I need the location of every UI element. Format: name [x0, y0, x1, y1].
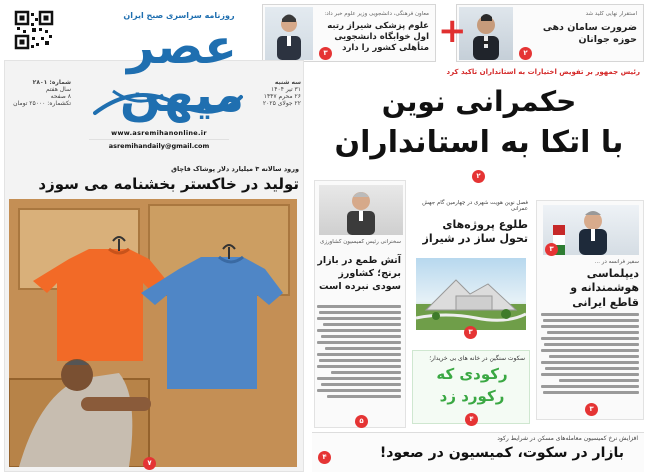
qr-code[interactable] — [14, 10, 54, 50]
issue-date-hijri: ۲۶ محرم ۱۴۴۷ — [263, 93, 301, 100]
bottom-kicker: افزایش نرخ کمیسیون معامله‌های مسکن در شرایط رکود — [497, 435, 638, 442]
diplomacy-title: دیپلماسی هوشمندانه و قاطع ایرانی — [570, 267, 639, 309]
urban-kicker: فصل نوین هویت شهری در چهارمین گام جهش عمرانی — [422, 200, 528, 212]
main-story-kicker: رئیس جمهور بر تفویض اختیارات به استانداران تاکید کرد — [446, 68, 640, 76]
main-story-headline-2: با اتکا به استانداران — [334, 125, 624, 160]
teaser-university-title: علوم پزشکی شیراز رتبه اول خوابگاه دانشجویی متأهلی کشور را دارد — [327, 21, 429, 54]
teaser-university-badge: ۳ — [319, 47, 332, 60]
rice-kicker: سخنرانی رئیس کمیسیون کشاورزی — [320, 239, 401, 245]
housing-title-2: رکورد زد — [439, 387, 505, 405]
logo-swirl-icon — [93, 83, 243, 121]
issue-date-gregorian: ۲۲ جولای ۲۰۲۵ — [262, 100, 301, 107]
main-story-headline-1: حکمرانی نوین — [381, 85, 577, 118]
diplomacy-photo-badge: ۳ — [545, 243, 558, 256]
logo[interactable]: عصر میهن — [119, 19, 245, 123]
urban-title: طلوع پروژه‌های تحول ساز در شیراز — [422, 218, 528, 246]
bottom-badge: ۴ — [318, 451, 331, 464]
issue-number: شماره: ۲۸۰۱ — [32, 79, 71, 86]
rice-badge: ۵ — [355, 415, 368, 428]
issue-year: سال هفتم — [45, 86, 71, 93]
issue-price: تکشماره: ۲۵۰۰۰ تومان — [13, 100, 71, 107]
housing-story[interactable] — [412, 350, 530, 424]
housing-badge: ۴ — [465, 413, 478, 426]
issue-date-fa: ۳۱ تیر ۱۴۰۴ — [271, 86, 301, 93]
left-story[interactable] — [7, 161, 301, 469]
diplomacy-story[interactable] — [536, 200, 644, 420]
teaser-youth[interactable] — [456, 4, 644, 62]
left-story-headline: تولید در خاکستر بخشنامه می سوزد — [38, 175, 299, 193]
teaser-university-over: معاون فرهنگی، دانشجویی وزیر علوم خبر داد: — [324, 11, 429, 17]
rice-body — [317, 305, 401, 401]
urban-photo — [416, 258, 526, 330]
bottom-story[interactable] — [312, 432, 644, 472]
teaser-youth-badge: ۲ — [519, 47, 532, 60]
website-line[interactable]: www.asremihanonline.ir — [111, 129, 207, 137]
urban-badge: ۳ — [464, 326, 477, 339]
rice-photo — [319, 185, 403, 235]
left-story-badge: ۷ — [143, 457, 156, 470]
teaser-youth-title: ضرورت سامان دهی حوزه جوانان — [542, 22, 637, 46]
bottom-title: بازار در سکوت، کمیسیون در صعود! — [379, 445, 624, 461]
main-story-badge: ۲ — [472, 170, 485, 183]
issue-pages: ۸ صفحه — [50, 93, 71, 100]
urban-story[interactable] — [412, 198, 530, 338]
issue-day: سه شنبه — [274, 79, 301, 86]
left-column — [4, 11, 304, 472]
rice-title: آتش طمع در بازار برنج؛ کشاورز سودی نبرده است — [317, 255, 401, 292]
teaser-youth-photo — [459, 7, 513, 60]
diplomacy-badge: ۳ — [585, 403, 598, 416]
housing-title-1: رکودی که — [436, 365, 508, 383]
divider — [89, 139, 229, 140]
plus-sign-icon: + — [438, 11, 467, 51]
logo-tagline: روزنامه سراسری صبح ایران — [123, 11, 235, 20]
diplomacy-body — [541, 313, 639, 397]
main-story[interactable] — [314, 66, 644, 180]
left-story-photo — [9, 199, 297, 467]
left-story-kicker: ورود سالانه ۳ میلیارد دلار پوشاک قاچاق — [171, 165, 299, 173]
issue-dates — [237, 79, 301, 139]
teaser-youth-over: استقرار نهایی کلید شد — [585, 11, 637, 17]
issue-info — [11, 79, 71, 139]
diplomacy-kicker: سفیر فرانسه در ... — [594, 259, 639, 265]
housing-kicker: سکوت سنگین در خانه های بی خریدار؛ — [429, 355, 525, 362]
email-line[interactable]: asremihandaily@gmail.com — [108, 142, 210, 150]
rice-story[interactable] — [314, 180, 406, 428]
